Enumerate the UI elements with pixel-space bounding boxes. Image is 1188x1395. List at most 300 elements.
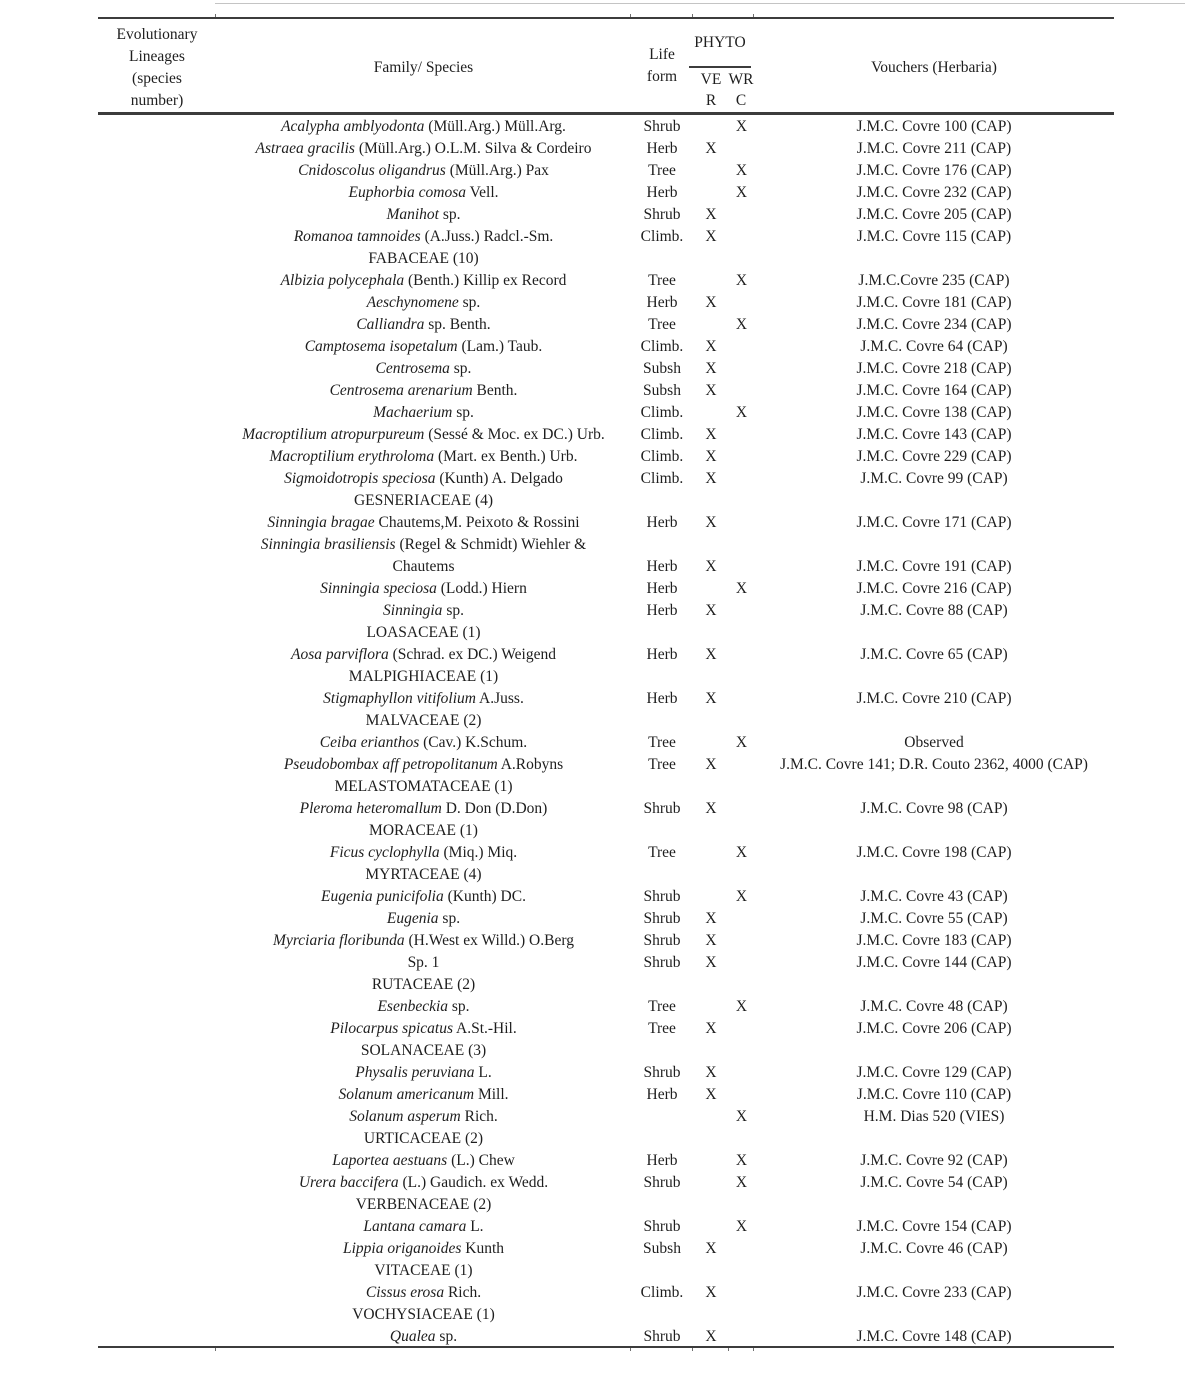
ver-cell: X: [705, 1086, 717, 1103]
ver-cell: X: [705, 800, 717, 817]
column-tick: [728, 1348, 729, 1351]
wrc-cell: [729, 226, 754, 248]
species-name-italic: Romanoa tamnoides: [293, 228, 421, 245]
species-authority: (Mart. ex Benth.) Urb.: [438, 448, 578, 465]
family-row: [98, 710, 1114, 732]
wrc-cell: [729, 820, 754, 842]
species-name-italic: Centrosema: [375, 360, 450, 377]
column-tick: [215, 1348, 216, 1351]
wrc-cell: [729, 490, 754, 512]
species-row: [98, 886, 1114, 908]
ver-cell: [693, 182, 729, 204]
lineages-cell: [98, 534, 216, 578]
species-authority: (Kunth) DC.: [447, 888, 526, 905]
life-form-cell: Shrub: [643, 1174, 681, 1191]
family-row: [98, 820, 1114, 842]
family-name: VOCHYSIACEAE (1): [352, 1306, 495, 1323]
species-cell: [216, 160, 631, 182]
species-authority: (Lam.) Taub.: [461, 338, 543, 355]
life-form-cell: Subsh: [643, 382, 681, 399]
lineages-cell: [98, 424, 216, 446]
wrc-cell: [729, 1040, 754, 1062]
wrc-cell: [729, 138, 754, 160]
voucher-cell: J.M.C. Covre 206 (CAP): [856, 1020, 1012, 1037]
header-ver: VER: [700, 71, 722, 109]
species-name-italic: Sigmoidotropis speciosa: [284, 470, 436, 487]
lineages-cell: [98, 1238, 216, 1260]
ver-cell: [693, 1216, 729, 1238]
species-authority: Benth.: [476, 382, 518, 399]
ver-cell: [693, 1150, 729, 1172]
species-authority: (Müll.Arg.) O.L.M. Silva & Cordeiro: [358, 140, 592, 157]
lineages-cell: [98, 116, 216, 138]
species-authority: D. Don (D.Don): [445, 800, 548, 817]
header-wrc: WRC: [728, 71, 754, 109]
wrc-cell: [729, 380, 754, 402]
life-form-cell: Herb: [646, 1152, 678, 1169]
header-evolutionary-lineages: Evolutionary Lineages (species number): [116, 26, 198, 109]
table-body: [98, 116, 1114, 1348]
ver-cell: [693, 1172, 729, 1194]
lineages-cell: [98, 1172, 216, 1194]
species-cell: [216, 292, 631, 314]
wrc-cell: [729, 1238, 754, 1260]
voucher-cell: J.M.C. Covre 198 (CAP): [856, 844, 1012, 861]
species-name-italic: Laportea aestuans: [332, 1152, 448, 1169]
family-name: FABACEAE (10): [368, 250, 479, 267]
life-form-cell: Shrub: [643, 206, 681, 223]
species-authority: (Müll.Arg.) Müll.Arg.: [428, 118, 566, 135]
wrc-cell: [729, 292, 754, 314]
wrc-cell: [729, 622, 754, 644]
species-authority: (Sessé & Moc. ex DC.) Urb.: [428, 426, 605, 443]
wrc-cell: [729, 336, 754, 358]
wrc-cell: X: [735, 1152, 748, 1169]
lineages-cell: [98, 402, 216, 424]
wrc-cell: [729, 468, 754, 490]
voucher-cell: Observed: [904, 734, 964, 751]
species-cell: [216, 688, 631, 710]
life-form-cell: [631, 248, 693, 270]
ver-cell: [693, 1040, 729, 1062]
family-row: [98, 666, 1114, 688]
species-name-italic: Ficus cyclophylla: [329, 844, 440, 861]
family-row: [98, 864, 1114, 886]
species-name-italic: Stigmaphyllon vitifolium: [323, 690, 476, 707]
phyto-underline: [689, 66, 751, 68]
life-form-cell: Tree: [648, 734, 676, 751]
ver-cell: [693, 270, 729, 292]
ver-cell: X: [705, 932, 717, 949]
ver-cell: [693, 1106, 729, 1128]
life-form-cell: Tree: [648, 756, 676, 773]
species-cell: [216, 1150, 631, 1172]
species-name-italic: Solanum americanum: [338, 1086, 475, 1103]
wrc-cell: X: [735, 734, 748, 751]
voucher-cell: J.M.C. Covre 144 (CAP): [856, 954, 1012, 971]
wrc-cell: [729, 424, 754, 446]
ver-cell: X: [705, 954, 717, 971]
ver-cell: [693, 1128, 729, 1150]
species-authority: (L.) Chew: [451, 1152, 515, 1169]
life-form-cell: Herb: [646, 558, 678, 575]
voucher-cell: [754, 622, 1114, 644]
column-tick: [215, 14, 216, 17]
lineages-cell: [98, 1084, 216, 1106]
lineages-cell: [98, 248, 216, 270]
species-row: [98, 578, 1114, 600]
ver-cell: X: [705, 690, 717, 707]
species-authority-line2: Chautems: [392, 558, 455, 575]
wrc-cell: [729, 204, 754, 226]
species-name-italic: Sinningia bragae: [267, 514, 375, 531]
lineages-cell: [98, 974, 216, 996]
species-authority: Rich.: [447, 1284, 482, 1301]
species-row: [98, 182, 1114, 204]
species-cell: [216, 182, 631, 204]
voucher-cell: J.M.C. Covre 110 (CAP): [856, 1086, 1012, 1103]
voucher-cell: J.M.C. Covre 100 (CAP): [856, 118, 1012, 135]
species-row: [98, 798, 1114, 820]
lineages-cell: [98, 1326, 216, 1348]
species-cell: [216, 1326, 631, 1348]
lineages-cell: [98, 1282, 216, 1304]
voucher-cell: J.M.C. Covre 218 (CAP): [856, 360, 1012, 377]
life-form-cell: [631, 1260, 693, 1282]
wrc-cell: [729, 446, 754, 468]
wrc-cell: [729, 930, 754, 952]
species-name-italic: Macroptilium atropurpureum: [242, 426, 425, 443]
wrc-cell: [729, 1326, 754, 1348]
species-authority: (Lodd.) Hiern: [440, 580, 527, 597]
species-cell: [216, 600, 631, 622]
life-form-cell: Herb: [646, 294, 678, 311]
table-bottom-rule: [98, 1346, 1114, 1348]
species-name-italic: Sinningia: [383, 602, 443, 619]
outer-top-rule: [215, 3, 1185, 4]
species-authority: (L.) Gaudich. ex Wedd.: [402, 1174, 549, 1191]
life-form-cell: [631, 776, 693, 798]
species-cell: [216, 534, 631, 578]
species-row: [98, 534, 1114, 578]
species-row: [98, 1062, 1114, 1084]
ver-cell: [693, 402, 729, 424]
ver-cell: [693, 160, 729, 182]
species-row: [98, 1216, 1114, 1238]
species-cell: [216, 1084, 631, 1106]
lineages-cell: [98, 1128, 216, 1150]
species-name-italic: Lippia origanoides: [342, 1240, 462, 1257]
species-cell: [216, 226, 631, 248]
species-row: [98, 270, 1114, 292]
species-cell: [216, 996, 631, 1018]
family-name: MALVACEAE (2): [365, 712, 482, 729]
ver-cell: [693, 710, 729, 732]
life-form-cell: Tree: [648, 998, 676, 1015]
life-form-cell: Climb.: [640, 448, 684, 465]
lineages-cell: [98, 1304, 216, 1326]
species-cell: [216, 908, 631, 930]
voucher-cell: J.M.C. Covre 88 (CAP): [860, 602, 1008, 619]
species-row: [98, 732, 1114, 754]
ver-cell: [693, 886, 729, 908]
species-row: [98, 380, 1114, 402]
species-name-italic: Eugenia: [386, 910, 439, 927]
family-row: [98, 622, 1114, 644]
wrc-cell: X: [735, 272, 748, 289]
ver-cell: X: [705, 448, 717, 465]
species-authority: sp.: [439, 1328, 458, 1345]
lineages-cell: [98, 710, 216, 732]
lineages-cell: [98, 1062, 216, 1084]
voucher-cell: H.M. Dias 520 (VIES): [863, 1108, 1005, 1125]
species-name-italic: Eugenia punicifolia: [321, 888, 444, 905]
wrc-cell: [729, 248, 754, 270]
species-row: [98, 424, 1114, 446]
wrc-cell: [729, 974, 754, 996]
life-form-cell: Shrub: [643, 1064, 681, 1081]
voucher-cell: J.M.C. Covre 164 (CAP): [856, 382, 1012, 399]
species-row: [98, 1238, 1114, 1260]
lineages-cell: [98, 204, 216, 226]
voucher-cell: [754, 248, 1114, 270]
family-row: [98, 1304, 1114, 1326]
voucher-cell: J.M.C. Covre 65 (CAP): [860, 646, 1008, 663]
species-cell: [216, 842, 631, 864]
species-authority: (A.Juss.) Radcl.-Sm.: [424, 228, 554, 245]
lineages-cell: [98, 886, 216, 908]
lineages-cell: [98, 996, 216, 1018]
wrc-cell: X: [735, 1174, 748, 1191]
life-form-cell: [631, 622, 693, 644]
life-form-cell: Climb.: [640, 470, 684, 487]
wrc-cell: [729, 666, 754, 688]
voucher-cell: [754, 820, 1114, 842]
species-row: [98, 952, 1114, 974]
column-tick: [630, 1348, 631, 1351]
species-row: [98, 754, 1114, 776]
family-row: [98, 1128, 1114, 1150]
species-authority: L.: [470, 1218, 484, 1235]
family-name: RUTACEAE (2): [371, 976, 476, 993]
life-form-cell: Subsh: [643, 360, 681, 377]
lineages-cell: [98, 622, 216, 644]
ver-cell: [693, 974, 729, 996]
wrc-cell: [729, 1128, 754, 1150]
voucher-cell: J.M.C. Covre 98 (CAP): [860, 800, 1008, 817]
life-form-cell: Climb.: [640, 404, 684, 421]
ver-cell: X: [705, 756, 717, 773]
wrc-cell: [729, 1260, 754, 1282]
voucher-cell: [754, 974, 1114, 996]
ver-cell: [693, 248, 729, 270]
voucher-cell: [754, 776, 1114, 798]
species-name-italic: Acalypha amblyodonta: [281, 118, 425, 135]
species-name-italic: Centrosema arenarium: [329, 382, 473, 399]
family-name: LOASACEAE (1): [366, 624, 481, 641]
family-name: MELASTOMATACEAE (1): [334, 778, 513, 795]
species-authority: (Cav.) K.Schum.: [423, 734, 528, 751]
species-row: [98, 1172, 1114, 1194]
wrc-cell: [729, 908, 754, 930]
lineages-cell: [98, 776, 216, 798]
wrc-cell: X: [735, 888, 748, 905]
header-family-species: Family/ Species: [373, 59, 474, 76]
ver-cell: [693, 578, 729, 600]
lineages-cell: [98, 270, 216, 292]
species-authority: sp.: [462, 294, 481, 311]
wrc-cell: [729, 358, 754, 380]
species-row: [98, 512, 1114, 534]
life-form-cell: Climb.: [640, 426, 684, 443]
wrc-cell: [729, 864, 754, 886]
wrc-cell: [729, 1084, 754, 1106]
family-row: [98, 490, 1114, 512]
life-form-cell: Shrub: [643, 118, 681, 135]
species-cell: [216, 754, 631, 776]
family-name: MALPIGHIACEAE (1): [348, 668, 499, 685]
ver-cell: X: [705, 910, 717, 927]
ver-cell: X: [705, 228, 717, 245]
lineages-cell: [98, 1260, 216, 1282]
species-cell: [216, 336, 631, 358]
life-form-cell: Shrub: [643, 888, 681, 905]
species-name-italic: Astraea gracilis: [255, 140, 355, 157]
species-authority: (Regel & Schmidt) Wiehler &: [399, 536, 587, 553]
life-form-cell: Climb.: [640, 228, 684, 245]
lineages-cell: [98, 842, 216, 864]
ver-cell: [693, 116, 729, 138]
lineages-cell: [98, 798, 216, 820]
wrc-cell: [729, 534, 754, 578]
life-form-cell: [631, 1304, 693, 1326]
life-form-cell: Herb: [646, 602, 678, 619]
voucher-cell: J.M.C. Covre 99 (CAP): [860, 470, 1008, 487]
life-form-cell: Tree: [648, 844, 676, 861]
voucher-cell: J.M.C. Covre 92 (CAP): [860, 1152, 1008, 1169]
species-cell: [216, 270, 631, 292]
lineages-cell: [98, 732, 216, 754]
lineages-cell: [98, 512, 216, 534]
species-authority: (Müll.Arg.) Pax: [449, 162, 549, 179]
header-bottom-rule: [98, 112, 1114, 115]
species-cell: [216, 1172, 631, 1194]
wrc-cell: X: [735, 1108, 748, 1125]
species-row: [98, 204, 1114, 226]
lineages-cell: [98, 182, 216, 204]
lineages-cell: [98, 380, 216, 402]
species-authority: A.Juss.: [479, 690, 524, 707]
species-name-italic: Lantana camara: [363, 1218, 467, 1235]
life-form-cell: Herb: [646, 514, 678, 531]
ver-cell: X: [705, 1328, 717, 1345]
wrc-cell: [729, 688, 754, 710]
header-phyto: PHYTO: [694, 34, 746, 51]
species-name-italic: Solanum asperum: [349, 1108, 461, 1125]
species-row: [98, 402, 1114, 424]
voucher-cell: J.M.C. Covre 234 (CAP): [856, 316, 1012, 333]
ver-cell: [693, 1304, 729, 1326]
species-cell: [216, 952, 631, 974]
column-tick: [692, 14, 693, 17]
species-row: [98, 292, 1114, 314]
life-form-cell: Tree: [648, 272, 676, 289]
species-cell: [216, 358, 631, 380]
species-authority: Mill.: [477, 1086, 509, 1103]
family-name: URTICACEAE (2): [363, 1130, 484, 1147]
lineages-cell: [98, 292, 216, 314]
species-cell: [216, 402, 631, 424]
life-form-cell: Herb: [646, 184, 678, 201]
wrc-cell: X: [735, 998, 748, 1015]
family-row: [98, 974, 1114, 996]
lineages-cell: [98, 688, 216, 710]
lineages-cell: [98, 1040, 216, 1062]
wrc-cell: X: [735, 580, 748, 597]
wrc-cell: [729, 512, 754, 534]
species-authority: (Miq.) Miq.: [443, 844, 518, 861]
ver-cell: X: [705, 558, 717, 575]
species-authority: sp.: [453, 360, 472, 377]
voucher-cell: J.M.C. Covre 232 (CAP): [856, 184, 1012, 201]
species-authority: (Benth.) Killip ex Record: [408, 272, 567, 289]
species-authority: Sp. 1: [407, 954, 440, 971]
lineages-cell: [98, 908, 216, 930]
species-name-italic: Esenbeckia: [377, 998, 449, 1015]
species-row: [98, 468, 1114, 490]
life-form-cell: Herb: [646, 646, 678, 663]
species-row: [98, 1084, 1114, 1106]
species-name-italic: Macroptilium erythroloma: [269, 448, 435, 465]
table-top-rule: [98, 17, 1114, 19]
life-form-cell: Shrub: [643, 932, 681, 949]
wrc-cell: X: [735, 162, 748, 179]
voucher-cell: J.M.C. Covre 55 (CAP): [860, 910, 1008, 927]
voucher-cell: J.M.C. Covre 210 (CAP): [856, 690, 1012, 707]
ver-cell: X: [705, 360, 717, 377]
species-cell: [216, 138, 631, 160]
species-cell: [216, 886, 631, 908]
voucher-cell: J.M.C. Covre 154 (CAP): [856, 1218, 1012, 1235]
voucher-cell: J.M.C. Covre 176 (CAP): [856, 162, 1012, 179]
lineages-cell: [98, 358, 216, 380]
ver-cell: [693, 864, 729, 886]
species-name-italic: Pilocarpus spicatus: [330, 1020, 453, 1037]
voucher-cell: [754, 666, 1114, 688]
lineages-cell: [98, 314, 216, 336]
species-authority: (Schrad. ex DC.) Weigend: [392, 646, 556, 663]
voucher-cell: [754, 864, 1114, 886]
lineages-cell: [98, 864, 216, 886]
species-row: [98, 1106, 1114, 1128]
ver-cell: X: [705, 1064, 717, 1081]
wrc-cell: [729, 1304, 754, 1326]
wrc-cell: [729, 644, 754, 666]
life-form-cell: Herb: [646, 690, 678, 707]
species-name-italic: Qualea: [389, 1328, 436, 1345]
life-form-cell: Tree: [648, 162, 676, 179]
wrc-cell: X: [735, 316, 748, 333]
species-name-italic: Cissus erosa: [365, 1284, 445, 1301]
lineages-cell: [98, 1194, 216, 1216]
voucher-cell: J.M.C. Covre 43 (CAP): [860, 888, 1008, 905]
life-form-cell: Subsh: [643, 1240, 681, 1257]
species-row: [98, 336, 1114, 358]
lineages-cell: [98, 578, 216, 600]
species-row: [98, 358, 1114, 380]
life-form-cell: [631, 864, 693, 886]
species-authority: sp. Benth.: [428, 316, 491, 333]
